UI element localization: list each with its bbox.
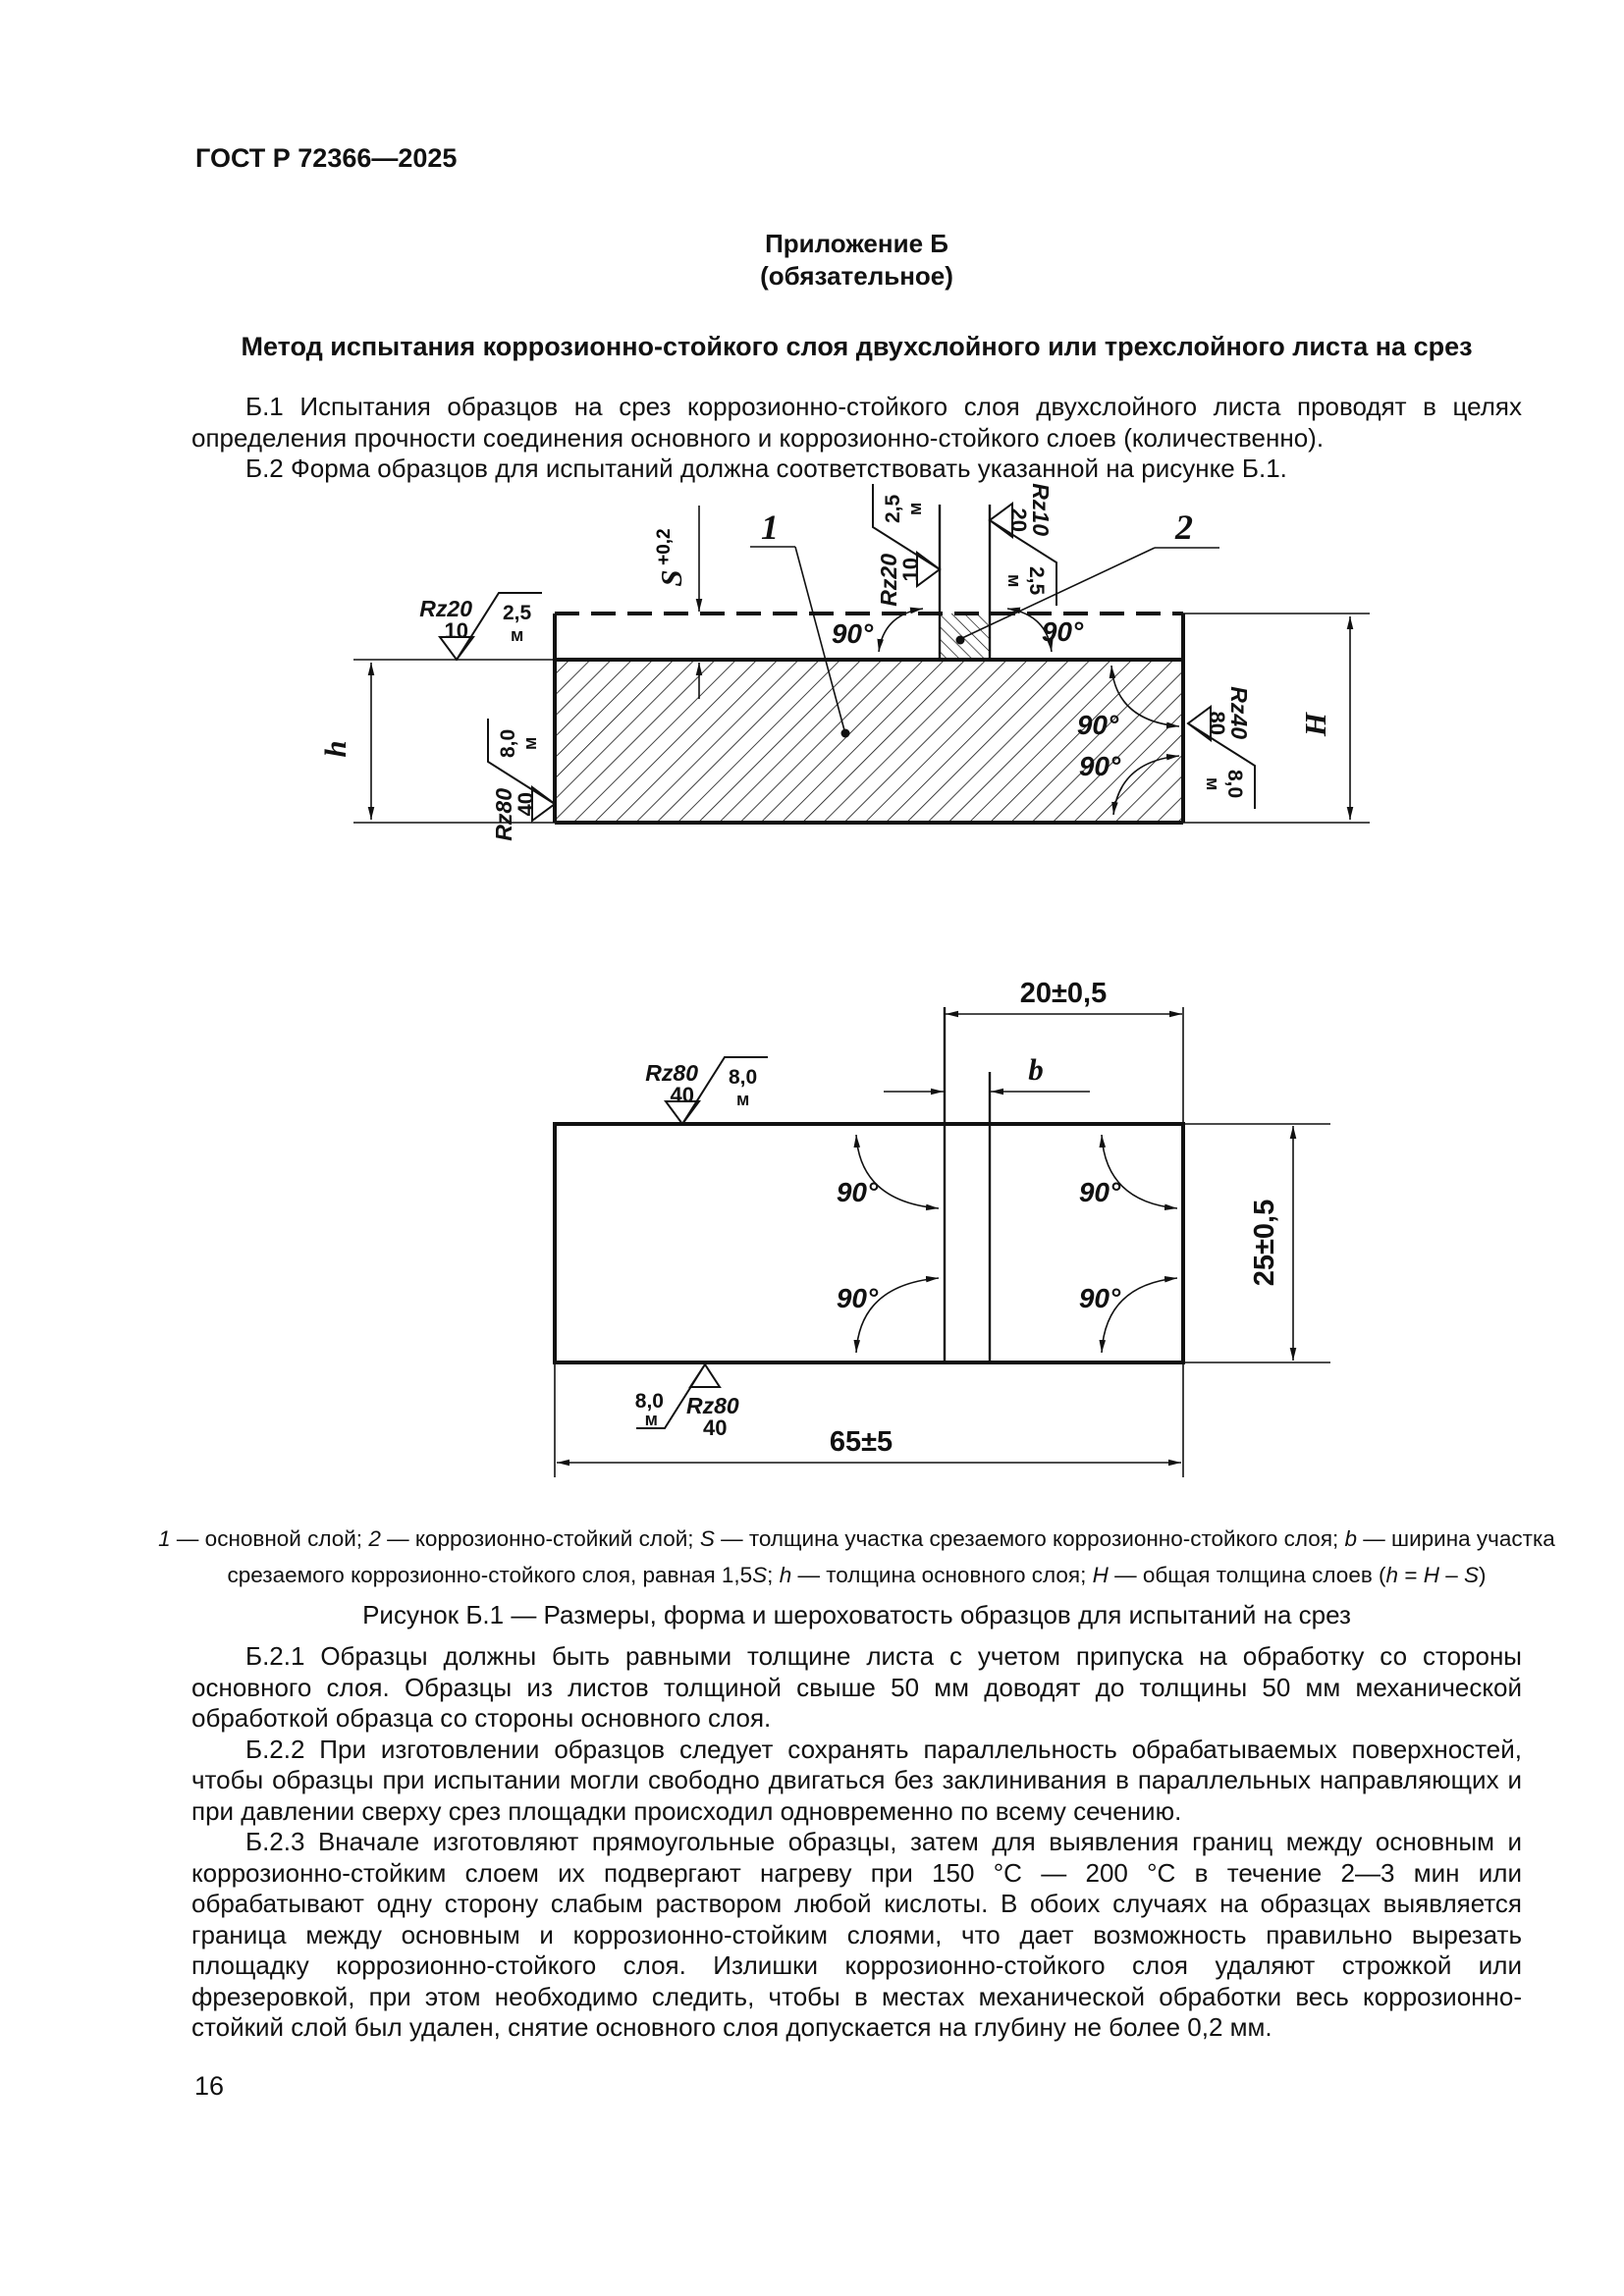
svg-text:40: 40 (703, 1415, 728, 1440)
svg-text:Rz40: Rz40 (1226, 686, 1252, 739)
page-number: 16 (194, 2071, 225, 2101)
dim-label-h: h (318, 740, 352, 758)
svg-text:8,0: 8,0 (634, 1390, 664, 1413)
angle-annotations-plan (837, 1135, 1177, 1353)
specimen-section-body (353, 502, 1370, 823)
paragraph-b21: Б.2.1 Образцы должны быть равными толщине листа с учетом припуска на обработку со стороны основного слоя. Образцы из листов толщиной свыше 50 мм доводят до толщины 50 мм механической обработкой образца со стороны основного слоя. (191, 1641, 1522, 1733)
roughness-callout-right-edge (1188, 686, 1255, 809)
svg-text:80: 80 (1205, 711, 1229, 735)
angle-label: 90° (836, 1177, 879, 1207)
angle-label: 90° (1076, 710, 1119, 740)
part-label-2 (956, 507, 1220, 645)
figure-caption: Рисунок Б.1 — Размеры, форма и шероховатость образцов для испытаний на срез (362, 1600, 1351, 1629)
appendix-title-block (191, 228, 1522, 293)
appendix-title: Приложение Б (765, 229, 948, 258)
svg-text:1: 1 (761, 507, 779, 547)
svg-text:Rz80: Rz80 (645, 1060, 698, 1086)
svg-text:2,5: 2,5 (1025, 566, 1048, 596)
svg-text:Rz20: Rz20 (419, 596, 472, 621)
svg-text:Rz20: Rz20 (876, 554, 901, 607)
svg-text:8,0: 8,0 (1223, 770, 1246, 799)
svg-text:Rz80: Rz80 (491, 788, 516, 841)
roughness-callout-plan-bottom (635, 1364, 739, 1440)
svg-text:Rz10: Rz10 (1028, 483, 1054, 536)
dim-label-20: 20±0,5 (1019, 978, 1108, 1009)
svg-text:м: м (736, 1090, 750, 1109)
svg-text:8,0: 8,0 (497, 728, 519, 758)
plan-outline (555, 1124, 1183, 1362)
dimension-strip-b (884, 1052, 1090, 1092)
svg-text:2,5: 2,5 (503, 602, 532, 624)
angle-label: 90° (1078, 1177, 1121, 1207)
svg-text:8,0: 8,0 (729, 1066, 758, 1089)
paragraph-b22: Б.2.2 При изготовлении образцов следует сохранять параллельность обрабатываемых поверхностей, чтобы образцы при испытании могли свободно двигаться без заклинивания в параллельных направляющих и при давлении сверху срез площадки происходил одновременно по всему сечению. (191, 1734, 1522, 1826)
dim-label-65: 65±5 (829, 1426, 893, 1458)
intro-paragraphs (191, 392, 1522, 485)
svg-text:м: м (511, 625, 524, 645)
svg-text:20: 20 (1006, 507, 1031, 532)
dimension-offset-20 (946, 978, 1182, 1014)
appendix-subtitle: (обязательное) (760, 261, 953, 291)
angle-label: 90° (1041, 616, 1084, 647)
angle-label: 90° (831, 618, 874, 649)
svg-text:10: 10 (444, 618, 468, 643)
angle-label: 90° (1078, 1283, 1121, 1313)
figure-plan-view (471, 977, 1404, 1502)
figure-section-view (245, 476, 1473, 923)
section-heading: Метод испытания коррозионно-стойкого слоя двухслойного или трехслойного листа на срез (241, 332, 1473, 361)
paragraph-b1: Б.1 Испытания образцов на срез коррозионно-стойкого слоя двухслойного листа проводят в целях определения прочности соединения основного и коррозионно-стойкого слоев (количественно). (191, 392, 1522, 453)
svg-text:2: 2 (1175, 507, 1193, 547)
svg-text:Rz80: Rz80 (686, 1393, 739, 1418)
roughness-callout-top-left (419, 593, 542, 660)
roughness-callout-slot-right (990, 483, 1056, 606)
svg-text:10: 10 (898, 558, 923, 582)
dimension-h (318, 663, 371, 820)
angle-label: 90° (1078, 751, 1121, 781)
svg-text:м: м (905, 502, 925, 515)
dim-label-25: 25±0,5 (1249, 1199, 1280, 1287)
base-layer-hatch (555, 662, 1183, 821)
dimension-width-25 (1183, 1124, 1330, 1362)
dim-label-b: b (1028, 1052, 1044, 1087)
standard-number: ГОСТ Р 72366—2025 (195, 143, 458, 173)
svg-text:40: 40 (670, 1083, 694, 1107)
svg-text:м: м (1203, 777, 1222, 791)
svg-text:2,5: 2,5 (882, 494, 904, 523)
svg-text:40: 40 (514, 792, 538, 817)
paragraph-b23: Б.2.3 Вначале изготовляют прямоугольные образцы, затем для выявления границ между основным и коррозионно-стойким слоем их подвергают нагреву при 150 °С — 200 °С в течение 2—3 мин или обрабатывают одну сторону слабым раствором любой кислоты. В обоих случаях на образцах выявляется граница между основным и коррозионно-стойким слоями, что дает возможность правильно вырезать площадку коррозионно-стойкого слоя. Излишки коррозионно-стойкого слоя удаляют строжкой или фрезеровкой, при этом необходимо следить, чтобы в местах механической обработки весь коррозионно-стойкий слой был удален, снятие основного слоя допускается на глубину не более 0,2 мм. (191, 1827, 1522, 2042)
dim-label-H: H (1298, 712, 1332, 737)
dim-label-S: S +0,2 (654, 528, 688, 587)
dimension-H (1298, 616, 1350, 820)
body-paragraphs (191, 1641, 1522, 2044)
roughness-callout-plan-top (645, 1057, 768, 1124)
figure-legend: 1 — основной слой; 2 — коррозионно-стойкий слой; S — толщина участка срезаемого коррозионно-стойкого слоя; b — ширина участка срезаемого коррозионно-стойкого слоя, равная 1,5S; h — толщина основного слоя; H — общая толщина слоев (h = H – S) (158, 1526, 1555, 1587)
angle-label: 90° (836, 1283, 879, 1313)
svg-text:м: м (1004, 574, 1024, 588)
roughness-callout-slot-left (873, 484, 940, 607)
svg-text:м: м (520, 736, 540, 750)
paragraph-b2: Б.2 Форма образцов для испытаний должна соответствовать указанной на рисунке Б.1. (245, 454, 1287, 483)
svg-text:м: м (644, 1410, 658, 1429)
